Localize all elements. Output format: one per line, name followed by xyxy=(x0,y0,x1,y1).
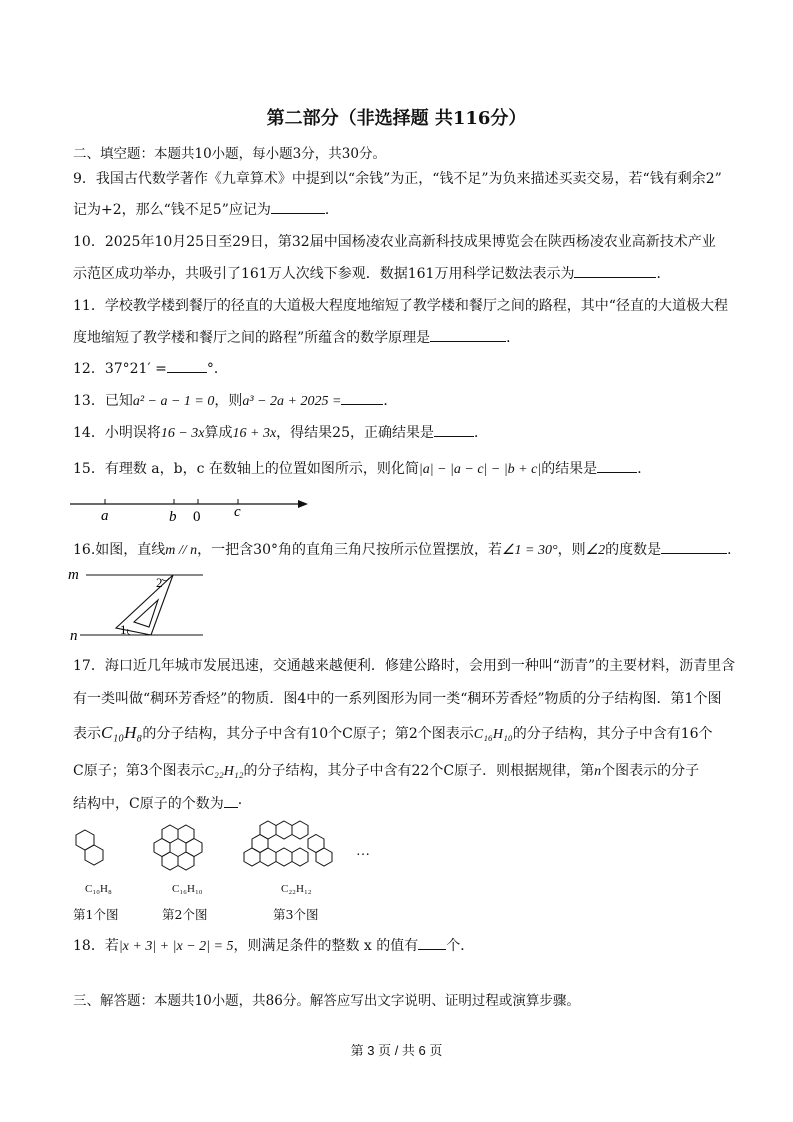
q17-n: n xyxy=(594,764,602,779)
q17-text-3c: 的分子结构，其分子中含有16个 xyxy=(512,726,713,742)
q16-parallel: m // n xyxy=(165,543,198,558)
naphthalene-structure xyxy=(76,830,103,865)
label-a: a xyxy=(101,508,109,524)
q16-text-c: ，则 xyxy=(557,542,586,558)
q14-text-b: 算成 xyxy=(204,425,233,441)
q13-equation: a² − a − 1 = 0 xyxy=(132,394,215,409)
q14-text-c: ，得结果25，正确结果是 xyxy=(276,425,434,441)
q9-text: 记为+2，那么“钱不足5”应记为 xyxy=(73,202,271,218)
q17-text-4c: 个图表示的分子 xyxy=(601,763,700,779)
q18-text-a: 18．若 xyxy=(73,938,119,954)
page-title: 第二部分（非选择题 共116分） xyxy=(266,108,527,129)
section-fill-in-header: 二、填空题：本题共10小题，每小题3分，共30分。 xyxy=(73,146,386,162)
q11-line1: 11．学校教学楼到餐厅的径直的大道极大程度地缩短了教学楼和餐厅之间的路程，其中“径直的大道极大程 xyxy=(73,298,728,314)
parallel-lines-triangle-figure xyxy=(66,563,216,643)
q18-line xyxy=(73,935,474,955)
q17-line1: 17．海口近几年城市发展迅速，交通越来越便利．修建公路时，会用到一种叫“沥青”的主要材料，沥青里含 xyxy=(73,658,736,674)
q15-line: 15．有理数 a，b，c 在数轴上的位置如图所示，则化简|a| − |a − c| − |b + c|的结果是 ． xyxy=(73,461,652,477)
molecule-ellipsis: … xyxy=(356,844,370,859)
q13-answer-blank[interactable] xyxy=(341,392,383,405)
q15-text-b: 的结果是 xyxy=(541,461,598,477)
q9-line2: 记为+2，那么“钱不足5”应记为 ． xyxy=(73,202,339,218)
q12-answer-blank[interactable] xyxy=(167,360,207,373)
page-footer: 第 3 页 / 共 6 页 xyxy=(350,1043,443,1058)
label-c: c xyxy=(234,504,241,520)
c22h12-structure xyxy=(244,821,332,866)
q17-answer-blank[interactable] xyxy=(224,795,238,808)
q14-text-a: 14．小明误将 xyxy=(73,425,161,441)
q11-line2: 度地缩短了教学楼和餐厅之间的路程”所蕴含的数学原理是 ． xyxy=(73,330,521,346)
figure-caption-3: 第3个图 xyxy=(273,907,319,922)
molecule-structures-figure xyxy=(66,815,386,885)
q14-line: 14．小明误将16 − 3x算成16 + 3x，得结果25，正确结果是 ． xyxy=(73,425,488,441)
pyrene-structure xyxy=(154,825,202,870)
q17-line2: 有一类叫做“稠环芳香烃”的物质．图4中的一系列图形为同一类“稠环芳香烃”物质的分子结构图．第1个图 xyxy=(73,691,722,707)
q10-line1: 10．2025年10月25日至29日，第32届中国杨凌农业高新科技成果博览会在陕西杨凌农业高新技术产业 xyxy=(73,234,716,250)
number-line-figure xyxy=(68,492,318,526)
q15-expression: |a| − |a − c| − |b + c| xyxy=(418,462,542,477)
q9-line1: 9．我国古代数学著作《九章算术》中提到以“余钱”为正，“钱不足”为负来描述买卖交易，若“钱有剩余2” xyxy=(73,171,722,187)
label-angle2: 2 xyxy=(156,575,163,590)
q18-expression: |x + 3| + |x − 2| = 5 xyxy=(118,939,234,954)
triangle-ruler-inner xyxy=(134,600,158,627)
q16-line: 16.如图，直线m // n，一把含30°角的直角三角尺按所示位置摆放，若∠1 = 30°，则∠2的度数是 ． xyxy=(73,542,742,558)
q10-line2: 示范区成功举办，共吸引了161万人次线下参观．数据161万用科学记数法表示为 ． xyxy=(73,266,671,282)
q17-line4 xyxy=(73,760,699,780)
q15-text-a: 15．有理数 a，b，c 在数轴上的位置如图所示，则化简 xyxy=(73,461,419,477)
q17-formula3: C₂₂H₁₂ xyxy=(204,764,244,779)
number-line-arrow xyxy=(298,500,308,508)
q16-text-b: ，一把含30°角的直角三角尺按所示位置摆放，若 xyxy=(197,542,502,558)
q17-formula2: C₁₆H₁₀ xyxy=(473,727,513,742)
q17-formula1: C₁₀H₈ xyxy=(101,723,143,742)
q17-text-4a: C原子；第3个图表示 xyxy=(73,763,205,779)
label-b: b xyxy=(169,509,177,525)
q11-text: 度地缩短了教学楼和餐厅之间的路程”所蕴含的数学原理是 xyxy=(73,330,431,346)
q17-line5: 结构中，C原子的个数为 · xyxy=(73,796,243,812)
q17-text-3a: 表示 xyxy=(73,726,101,742)
label-m: m xyxy=(68,567,79,583)
q12-line xyxy=(73,358,228,378)
q17-text-3b: 的分子结构，其分子中含有10个C原子；第2个图表示 xyxy=(142,726,474,742)
q14-answer-blank[interactable] xyxy=(434,424,474,437)
molecule-formula-3: C₂₂H₁₂ xyxy=(281,883,312,895)
q18-text-b: ，则满足条件的整数 x 的值有 xyxy=(233,938,419,954)
label-zero: 0 xyxy=(193,509,201,525)
q17-text-5: 结构中，C原子的个数为 xyxy=(73,796,224,812)
figure-caption-1: 第1个图 xyxy=(73,907,119,922)
figure-caption-2: 第2个图 xyxy=(162,907,208,922)
q11-answer-blank[interactable] xyxy=(430,329,506,342)
q17-text-4b: 的分子结构，其分子中含有22个C原子．则根据规律，第 xyxy=(243,763,595,779)
q14-expr1: 16 − 3x xyxy=(160,426,205,441)
q16-angle2: ∠2 xyxy=(585,543,606,558)
q18-text-c: 个． xyxy=(446,938,475,954)
molecule-formula-2: C₁₆H₁₀ xyxy=(172,883,203,895)
q16-text-a: 16.如图，直线 xyxy=(73,542,166,558)
q10-text: 示范区成功举办，共吸引了161万人次线下参观．数据161万用科学记数法表示为 xyxy=(73,266,575,282)
q13-text-b: ，则 xyxy=(214,393,243,409)
q16-angle1: ∠1 = 30° xyxy=(501,543,558,558)
q15-answer-blank[interactable] xyxy=(597,460,637,473)
q10-answer-blank[interactable] xyxy=(574,265,656,278)
q16-text-d: 的度数是 xyxy=(605,542,662,558)
molecule-formula-1: C₁₀H₈ xyxy=(85,883,112,895)
q9-answer-blank[interactable] xyxy=(271,201,325,214)
q18-answer-blank[interactable] xyxy=(418,937,446,950)
q17-line3 xyxy=(73,723,713,743)
q14-expr2: 16 + 3x xyxy=(232,426,277,441)
label-angle1: 1 xyxy=(120,622,127,637)
label-n: n xyxy=(70,628,78,643)
q12-text: 12．37°21′ = xyxy=(73,361,167,377)
q12-degree: °． xyxy=(206,361,228,377)
section-solution-header: 三、解答题：本题共10小题，共86分。解答应写出文字说明、证明过程或演算步骤。 xyxy=(73,993,580,1009)
q13-line: 13．已知a² − a − 1 = 0，则a³ − 2a + 2025 = ． xyxy=(73,393,398,409)
angle1-arc xyxy=(127,629,131,635)
q16-answer-blank[interactable] xyxy=(661,541,727,554)
q13-expression: a³ − 2a + 2025 = xyxy=(242,394,342,409)
q13-text-a: 13．已知 xyxy=(73,393,133,409)
